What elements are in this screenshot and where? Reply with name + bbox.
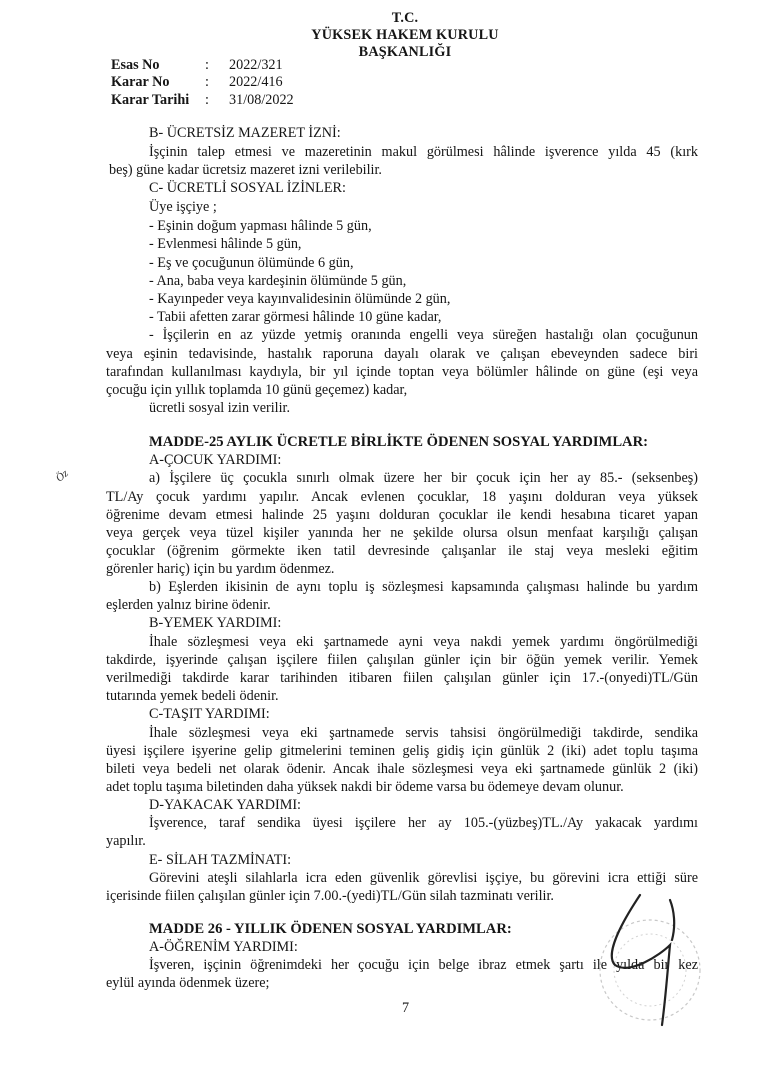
body-line: veya gerçek veya tüzel kişiler yanında her ne şekilde olursa olsun menfaat karşılığı çalışan (106, 525, 698, 541)
margin-initial-mark: Öz (53, 467, 71, 485)
body-line: beş) güne kadar ücretsiz mazeret izni verilebilir. (109, 162, 382, 178)
header-authority: YÜKSEK HAKEM KURULU (311, 27, 499, 43)
body-line: üyesi işçilere işyerine gelip gitmelerini teminen geliş gidiş için günlük 2 (iki) adet toplu taşıma (106, 743, 698, 759)
header-tc: T.C. (391, 10, 419, 26)
section-heading-fuel-aid: D-YAKACAK YARDIMI: (149, 797, 301, 813)
header-presidency: BAŞKANLIĞI (358, 44, 452, 60)
list-item: - İşçilerin en az yüzde yetmiş oranında engelli veya süreğen hastalığı olan çocuğunun (149, 327, 698, 343)
meta-label-esas: Esas No (111, 57, 160, 73)
body-line: bileti veya bedeli net olarak ödenir. Ancak ihale sözleşmesi veya eki şartnamede günlük 2 (iki) (106, 761, 698, 777)
body-line: öğrenime devam etmesi halinde 25 yaşını dolduran çocuklar ile kendi hesabına ticaret yapan (106, 507, 698, 523)
section-heading-unpaid-leave: B- ÜCRETSİZ MAZERET İZNİ: (149, 125, 341, 141)
body-line: İşçinin talep etmesi ve mazeretinin makul görülmesi hâlinde işverence yılda 45 (kırk (149, 144, 698, 160)
section-heading-meal-aid: B-YEMEK YARDIMI: (149, 615, 282, 631)
list-item: - Evlenmesi hâlinde 5 gün, (149, 236, 302, 252)
body-line: İhale sözleşmesi veya eki şartnamede ayni veya nakdi yemek yardımı öngörülmediği (149, 634, 698, 650)
body-line: tutarında yemek bedeli ödenir. (106, 688, 279, 704)
list-item: - Eş ve çocuğunun ölümünde 6 gün, (149, 255, 354, 271)
body-line: içerisinde fiilen çalışılan günler için 7.00.-(yedi)TL/Gün silah tazminatı verilir. (106, 888, 554, 904)
section-heading-child-aid: A-ÇOCUK YARDIMI: (149, 452, 282, 468)
signature-scribble (600, 885, 700, 1035)
article-heading-26: MADDE 26 - YILLIK ÖDENEN SOSYAL YARDIMLAR: (149, 921, 512, 937)
body-line: çocuklar (öğrenim görmekte iken tatil devresinde çalışanlar ile staj veya mesleki eğitim (106, 543, 698, 559)
body-line: veya eşinin tedavisinde, hastalık raporuna dayalı olarak ve çalışan ebeveynden sadece biri (106, 346, 698, 362)
meta-sep-date: : (205, 92, 209, 108)
meta-value-date: 31/08/2022 (229, 92, 294, 108)
body-line: TL/Ay çocuk yardımı yapılır. Ancak evlenen çocuklar, 18 yaşını dolduran veya yüksek (106, 489, 698, 505)
section-heading-transport-aid: C-TAŞIT YARDIMI: (149, 706, 270, 722)
meta-sep-esas: : (205, 57, 209, 73)
article-heading-25: MADDE-25 AYLIK ÜCRETLE BİRLİKTE ÖDENEN SOSYAL YARDIMLAR: (149, 434, 648, 450)
page-number: 7 (402, 1000, 410, 1016)
body-line: takdirde, işyerinde çalışan işçilere fiilen çalışılan günler için bir öğün yemek verilir. Yemek (106, 652, 698, 668)
meta-label-karar: Karar No (111, 74, 170, 90)
body-line: a) İşçilere üç çocukla sınırlı olmak üzere her bir çocuk için her ay 85.- (seksenbeş) (149, 470, 698, 486)
body-line: İhale sözleşmesi veya eki şartnamede servis tahsisi öngörülmediği takdirde, sendika (149, 725, 698, 741)
list-item: - Ana, baba veya kardeşinin ölümünde 5 gün, (149, 273, 407, 289)
body-line: tarafından kullanılması kaydıyla, bir yıl içinde toptan veya bölümler hâlinde on güne (eşi veya (106, 364, 698, 380)
body-line: İşveren, işçinin öğrenimdeki her çocuğu için belge ibraz etmek şartı ile yılda bir kez (149, 957, 698, 973)
list-item: - Eşinin doğum yapması hâlinde 5 gün, (149, 218, 372, 234)
body-line: ücretli sosyal izin verilir. (149, 400, 291, 416)
list-item: - Kayınpeder veya kayınvalidesinin ölümünde 2 gün, (149, 291, 451, 307)
section-heading-weapon-compensation: E- SİLAH TAZMİNATI: (149, 852, 292, 868)
body-line: yapılır. (106, 833, 146, 849)
body-line: eşlerden yalnız birine ödenir. (106, 597, 271, 613)
meta-value-esas: 2022/321 (229, 57, 283, 73)
section-heading-education-aid: A-ÖĞRENİM YARDIMI: (149, 939, 298, 955)
body-line: görenler hariç) için bu yardım ödenmez. (106, 561, 335, 577)
body-line: Üye işçiye ; (149, 199, 217, 215)
section-heading-paid-leave: C- ÜCRETLİ SOSYAL İZİNLER: (149, 180, 346, 196)
body-line: eylül ayında ödenmek üzere; (106, 975, 270, 991)
body-line: b) Eşlerden ikisinin de aynı toplu iş sözleşmesi kapsamında çalışması halinde bu yardım (149, 579, 698, 595)
meta-sep-karar: : (205, 74, 209, 90)
meta-label-date: Karar Tarihi (111, 92, 190, 108)
meta-value-karar: 2022/416 (229, 74, 283, 90)
body-line: Görevini ateşli silahlarla icra eden güvenlik görevlisi işçiye, bu görevini icra ettiği süre (149, 870, 698, 886)
body-line: verilmediği takdirde karar tarihinden itibaren fiilen çalışılan günler için 17.-(onyedi)TL/Gün (106, 670, 698, 686)
body-line: çocuğu için yıllık toplamda 10 günü geçemez) kadar, (106, 382, 408, 398)
body-line: İşverence, taraf sendika üyesi işçilere her ay 105.-(yüzbeş)TL./Ay yakacak yardımı (149, 815, 698, 831)
list-item: - Tabii afetten zarar görmesi hâlinde 10 güne kadar, (149, 309, 442, 325)
body-line: adet toplu taşıma biletinden daha yüksek nakdi bir ödeme varsa bu ödemeye devam olunur. (106, 779, 624, 795)
